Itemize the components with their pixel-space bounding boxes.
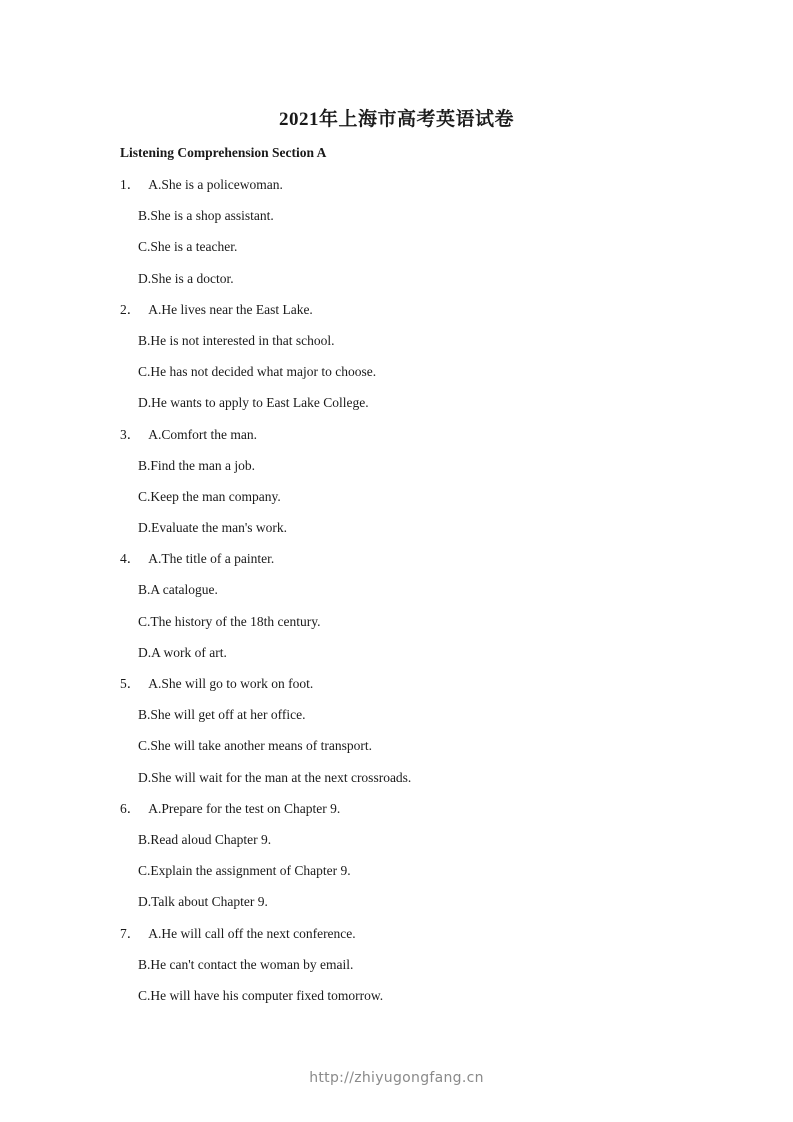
option-b: B.Find the man a job. (138, 457, 255, 473)
question-1-first-line (120, 169, 680, 200)
option-a: A.She will go to work on foot. (148, 676, 314, 691)
question-number: 2． (120, 301, 141, 317)
option-b: B.She is a shop assistant. (138, 208, 274, 224)
option-b: B.She will get off at her office. (138, 707, 306, 723)
option-a: A.He lives near the East Lake. (148, 301, 313, 317)
option-b: B.Read aloud Chapter 9. (138, 831, 272, 847)
option-d: D.She is a doctor. (138, 270, 234, 286)
option-b: B.He can't contact the woman by email. (138, 956, 354, 972)
question-list (120, 169, 680, 1011)
question-5-first-line (120, 668, 680, 699)
option-b: B.A catalogue. (138, 582, 218, 598)
question-number: 4． (120, 551, 141, 567)
question-number: 6． (120, 800, 141, 816)
page-title: 2021年上海市高考英语试卷 (278, 109, 514, 130)
question-number: 3． (120, 426, 141, 442)
option-d: D.She will wait for the man at the next crossroads. (138, 769, 412, 785)
question-7-first-line (120, 918, 680, 949)
option-d: D.Talk about Chapter 9. (138, 894, 268, 910)
option-a: A.She is a policewoman. (148, 177, 283, 192)
question-number: 7． (120, 925, 141, 941)
option-d: D.He wants to apply to East Lake College. (138, 395, 369, 411)
option-c: C.Keep the man company. (138, 488, 281, 504)
option-a: A.Prepare for the test on Chapter 9. (148, 800, 341, 816)
question-3-first-line (120, 419, 680, 450)
question-4-first-line (120, 543, 680, 574)
option-a: A.The title of a painter. (148, 551, 275, 567)
option-a: A.He will call off the next conference. (148, 925, 356, 941)
option-b: B.He is not interested in that school. (138, 332, 335, 348)
question-2-first-line (120, 294, 680, 325)
option-c: C.The history of the 18th century. (138, 613, 321, 629)
question-6-first-line (120, 793, 680, 824)
option-c: C.He has not decided what major to choose. (138, 364, 377, 380)
question-number: 1． (120, 177, 141, 192)
option-a: A.Comfort the man. (148, 426, 257, 442)
option-c: C.Explain the assignment of Chapter 9. (138, 863, 351, 879)
question-number: 5． (120, 676, 141, 691)
option-d: D.Evaluate the man's work. (138, 520, 288, 536)
option-c: C.She will take another means of transport. (138, 738, 372, 754)
option-d: D.A work of art. (138, 644, 227, 660)
option-c: C.She is a teacher. (138, 239, 238, 255)
option-c: C.He will have his computer fixed tomorrow. (138, 987, 384, 1003)
footer-url: http://zhiyugongfang.cn (309, 1070, 484, 1086)
section-heading: Listening Comprehension Section A (120, 145, 327, 160)
